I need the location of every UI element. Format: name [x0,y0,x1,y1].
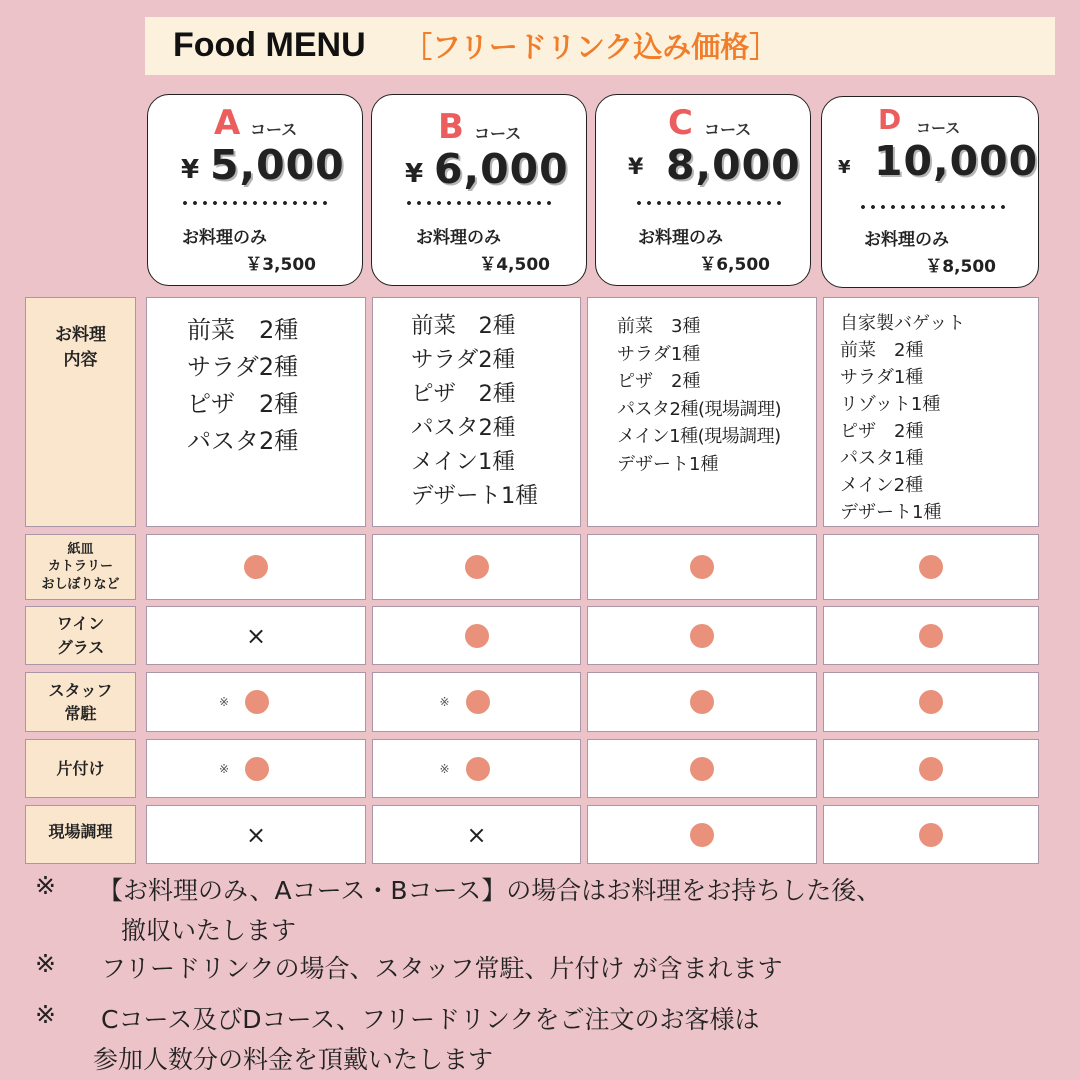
list-item: 前菜 2種 [411,313,516,339]
dotted-divider [180,199,330,207]
cell-tableware-b [372,534,581,600]
row-label-tableware: 紙皿 カトラリー おしぼりなど [25,534,136,600]
dotted-divider [404,199,554,207]
cuisine-cell-a [146,297,366,527]
food-only-label: お料理のみ [638,228,723,248]
food-only-label: お料理のみ [416,228,501,248]
included-dot [245,757,269,781]
list-item: ピザ 2種 [840,421,924,442]
cell-cleanup-b [372,739,581,798]
note-line: 参加人数分の料金を頂戴いたします [93,1045,494,1074]
not-included-mark: × [245,820,267,849]
included-dot [919,555,943,579]
course-card-a [147,94,363,286]
list-item: ピザ 2種 [187,390,299,418]
included-dot [466,757,490,781]
list-item: 前菜 3種 [617,316,701,337]
cell-cleanup-c [587,739,817,798]
cell-staff-b [372,672,581,732]
list-item: リゾット1種 [840,394,941,415]
menu-subtitle: ［フリードリンク込み価格］ [403,30,779,64]
included-dot [465,624,489,648]
cuisine-cell-d [823,297,1039,527]
cell-tableware-d [823,534,1039,600]
list-item: ピザ 2種 [617,371,701,392]
course-word: コース [474,124,522,143]
included-dot [690,555,714,579]
course-card-d [821,96,1039,288]
list-item: デザート1種 [840,502,942,523]
food-only-label: お料理のみ [864,230,949,250]
cell-onsite-b [372,805,581,864]
dotted-divider [858,203,1008,211]
list-item: デザート1種 [411,483,538,509]
note-asterisk: ※ [439,695,450,709]
list-item: ピザ 2種 [411,381,516,407]
list-item: 前菜 2種 [840,340,924,361]
not-included-mark: × [245,621,267,650]
course-price: 6,000 [434,145,569,193]
included-dot [690,823,714,847]
not-included-mark: × [466,820,487,849]
note-line: 撤収いたします [121,916,297,945]
note-line: Cコース及びDコース、フリードリンクをご注文のお客様は [101,1005,760,1034]
included-dot [466,690,490,714]
note-mark: ※ [35,949,56,978]
menu-title: Food MENU [173,26,366,64]
included-dot [919,757,943,781]
note-asterisk: ※ [219,761,230,776]
list-item: サラダ1種 [840,367,924,388]
cell-wineglass-d [823,606,1039,665]
cell-tableware-a [146,534,366,600]
row-label-cuisine: お料理 内容 [25,297,136,527]
cuisine-cell-b [372,297,581,527]
yen-sign: ¥ [181,155,200,185]
note-mark: ※ [35,871,56,900]
list-item: パスタ1種 [840,448,924,469]
included-dot [919,823,943,847]
list-item: パスタ2種 [411,415,516,441]
course-letter: A [214,103,241,143]
cuisine-list [411,309,538,513]
food-only-label: お料理のみ [182,228,267,248]
cell-cleanup-d [823,739,1039,798]
title-banner [145,17,1055,75]
course-card-b [371,94,587,286]
yen-sign: ¥ [628,155,644,180]
course-letter: B [438,107,464,147]
cell-cleanup-a [146,739,366,798]
course-price: 8,000 [666,141,801,189]
cell-staff-a [146,672,366,732]
course-price: 5,000 [210,141,345,189]
cell-onsite-c [587,805,817,864]
included-dot [245,690,269,714]
cuisine-list [840,310,965,526]
cell-wineglass-a [146,606,366,665]
list-item: メイン2種 [840,475,924,496]
note-asterisk: ※ [439,761,450,776]
row-label-wineglass: ワイン グラス [25,606,136,665]
cell-staff-d [823,672,1039,732]
note-line: 【お料理のみ、Aコース・Bコース】の場合はお料理をお持ちした後、 [98,876,882,905]
course-word: コース [250,120,298,139]
yen-sign: ¥ [405,159,424,189]
row-label-staff: スタッフ 常駐 [25,672,136,732]
list-item: 自家製バゲット [840,313,966,334]
list-item: サラダ2種 [187,353,299,381]
note-mark: ※ [35,1000,56,1029]
list-item: メイン1種(現場調理) [617,426,781,447]
course-word: コース [916,119,961,137]
included-dot [690,624,714,648]
list-item: デザート1種 [617,453,719,475]
list-item: サラダ1種 [617,343,701,365]
food-only-price: ￥6,500 [699,255,770,275]
list-item: パスタ2種 [187,427,299,455]
list-item: メイン1種 [411,449,515,475]
included-dot [919,690,943,714]
list-item: 前菜 2種 [187,316,299,344]
cell-onsite-d [823,805,1039,864]
cell-wineglass-b [372,606,581,665]
included-dot [690,757,714,781]
cell-tableware-c [587,534,817,600]
course-letter: C [668,103,693,143]
course-card-c [595,94,811,286]
note-line: フリードリンクの場合、スタッフ常駐、片付け が含まれます [101,954,783,983]
cell-wineglass-c [587,606,817,665]
cell-onsite-a [146,805,366,864]
included-dot [244,555,268,579]
yen-sign: ¥ [838,157,851,178]
included-dot [919,624,943,648]
row-label-onsite: 現場調理 [25,805,136,864]
cell-staff-c [587,672,817,732]
dotted-divider [634,199,784,207]
included-dot [465,555,489,579]
cuisine-list [617,313,781,478]
cuisine-cell-c [587,297,817,527]
course-price: 10,000 [874,137,1039,185]
list-item: サラダ2種 [411,347,516,373]
food-only-price: ￥8,500 [925,257,996,277]
cuisine-list [187,312,298,460]
row-label-cleanup: 片付け [25,739,136,798]
included-dot [690,690,714,714]
list-item: パスタ2種(現場調理) [617,398,781,420]
course-letter: D [878,103,902,136]
food-only-price: ￥4,500 [479,255,550,275]
food-only-price: ￥3,500 [245,255,316,275]
note-asterisk: ※ [219,695,230,709]
course-word: コース [704,120,752,139]
